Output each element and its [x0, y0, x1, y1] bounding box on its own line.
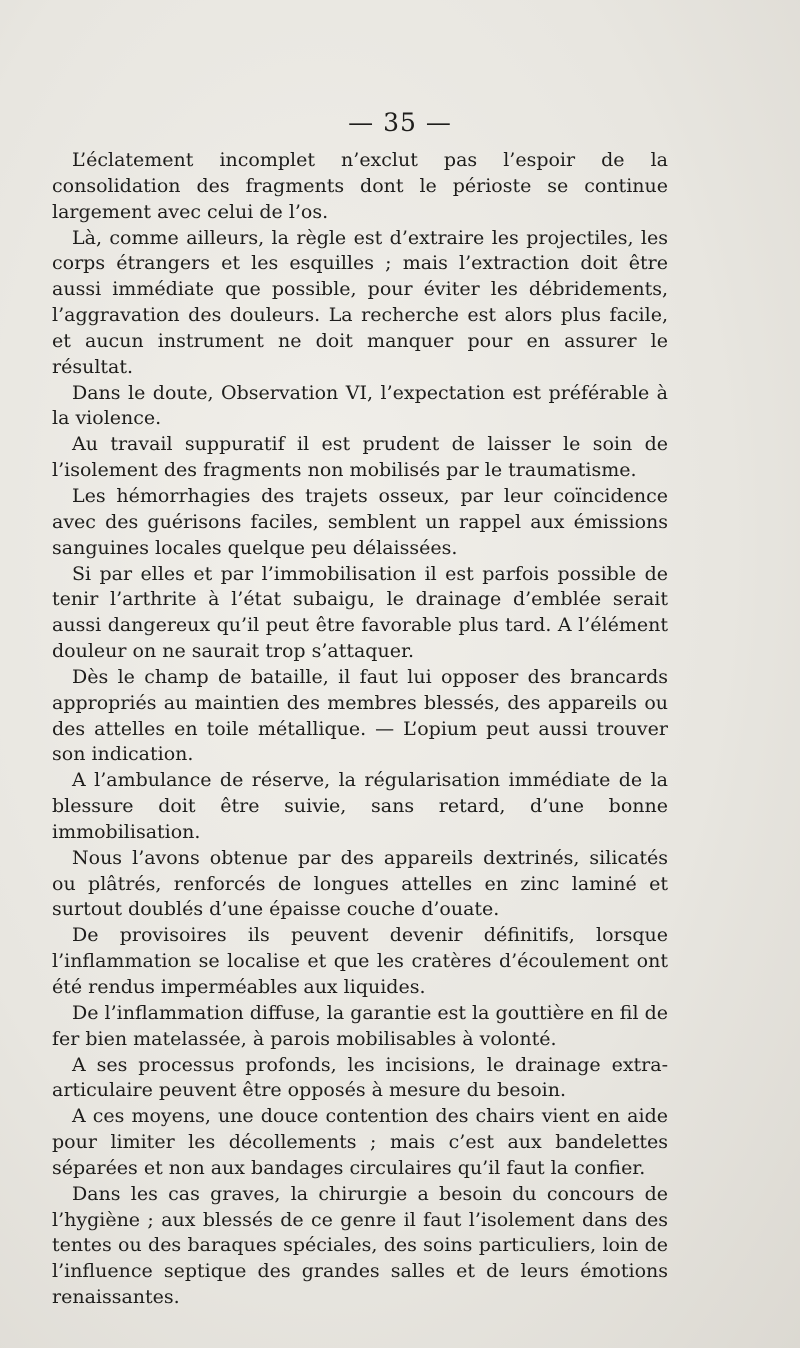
- paragraph: A l’ambulance de réserve, la régularisation immédiate de la blessure doit être suivie, sans retard, d’une bonne immobilisation.: [52, 769, 668, 843]
- paragraph: De l’inflammation diffuse, la garantie est la gouttière en fil de fer bien matelassée, à parois mobilisables à volonté.: [52, 1001, 668, 1050]
- paragraph: Là, comme ailleurs, la règle est d’extraire les projectiles, les corps étrangers et les esquilles ; mais l’extraction doit être aussi immédiate que possible, pour éviter les débridements, l’aggravation des douleurs. La recherche est alors plus facile, et aucun instrument ne doit manquer pour en assurer le résultat.: [52, 226, 668, 378]
- paragraph: A ses processus profonds, les incisions, le drainage extra-articulaire peuvent être opposés à mesure du besoin.: [52, 1053, 668, 1102]
- paragraph: Dans les cas graves, la chirurgie a besoin du concours de l’hygiène ; aux blessés de ce genre il faut l’isolement dans des tentes ou des baraques spéciales, des soins particuliers, loin de l’influence septique des grandes salles et de leurs émotions renaissantes.: [52, 1182, 668, 1309]
- paragraph: Dès le champ de bataille, il faut lui opposer des brancards appropriés au maintien des membres blessés, des appareils ou des attelles en toile métallique. — L’opium peut aussi trouver son indication.: [52, 665, 668, 766]
- paragraph: Nous l’avons obtenue par des appareils dextrinés, silicatés ou plâtrés, renforcés de longues attelles en zinc laminé et surtout doublés d’une épaisse couche d’ouate.: [52, 846, 668, 921]
- paragraph: De provisoires ils peuvent devenir définitifs, lorsque l’inflammation se localise et que les cratères d’écoulement ont été rendus imperméables aux liquides.: [52, 924, 668, 998]
- paragraph: Dans le doute, Observation VI, l’expectation est préférable à la violence.: [52, 381, 668, 430]
- paragraph: A ces moyens, une douce contention des chairs vient en aide pour limiter les décollements ; mais c’est aux bandelettes séparées et non aux bandages circulaires qu’il faut la confier.: [52, 1105, 668, 1179]
- body-text: [52, 148, 668, 1311]
- paragraph: L’éclatement incomplet n’exclut pas l’espoir de la consolidation des fragments dont le périoste se continue largement avec celui de l’os.: [52, 149, 668, 223]
- paragraph: Les hémorrhagies des trajets osseux, par leur coïncidence avec des guérisons faciles, semblent un rappel aux émissions sanguines locales quelque peu délaissées.: [52, 484, 668, 559]
- paragraph: Si par elles et par l’immobilisation il est parfois possible de tenir l’arthrite à l’état subaigu, le drainage d’emblée serait aussi dangereux qu’il peut être favorable plus tard. A l’élément douleur on ne saurait trop s’attaquer.: [52, 562, 668, 663]
- page-number: — 35 —: [348, 108, 452, 137]
- paragraph: Au travail suppuratif il est prudent de laisser le soin de l’isolement des fragments non mobilisés par le traumatisme.: [52, 433, 668, 482]
